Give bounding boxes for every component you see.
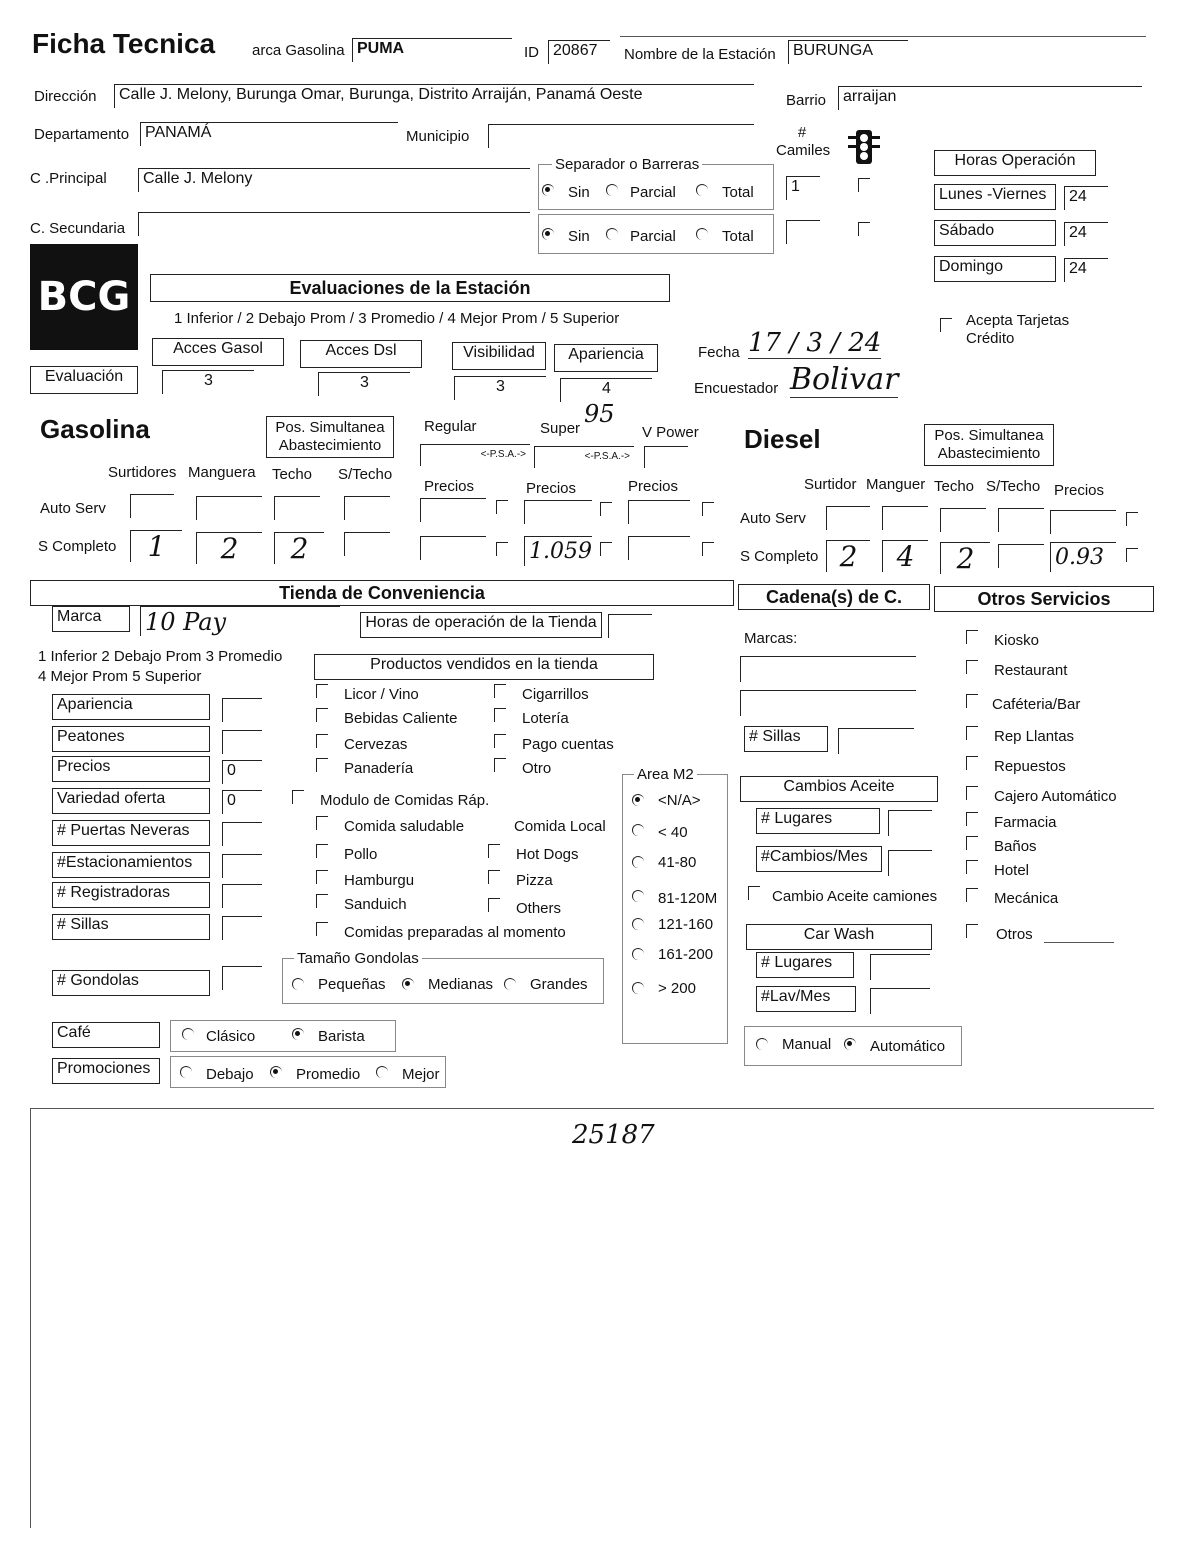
prod-pago-label: Pago cuentas: [522, 736, 614, 753]
cadena-marcas-field-1[interactable]: [740, 656, 916, 682]
gasolina-regular-label: Regular: [424, 418, 477, 435]
comida-hotdogs-check[interactable]: [488, 844, 500, 858]
tamano-grandes-radio[interactable]: [504, 978, 516, 990]
prod-cigarrillos-check[interactable]: [494, 684, 506, 698]
promo-mejor-label: Mejor: [402, 1066, 440, 1083]
area-81-120-radio[interactable]: [632, 890, 644, 902]
gasolina-sc-stecho[interactable]: [344, 532, 390, 556]
comida-pollo-check[interactable]: [316, 844, 328, 858]
diesel-sc-price[interactable]: 0.93: [1050, 542, 1116, 572]
gasolina-as-regular-price[interactable]: [420, 498, 486, 522]
gasolina-col-manguera: Manguera: [188, 464, 256, 481]
otros-otros-label: Otros: [996, 926, 1033, 943]
comida-others-check[interactable]: [488, 898, 500, 912]
tienda-precios-field[interactable]: 0: [222, 760, 262, 784]
camiles-field[interactable]: 1: [786, 176, 820, 200]
carwash-lugares-field[interactable]: [870, 954, 930, 980]
area-41-80-radio[interactable]: [632, 856, 644, 868]
gasolina-as-vpower-check[interactable]: [702, 502, 714, 516]
tienda-variedad-label: Variedad oferta: [52, 788, 210, 814]
id-label: ID: [524, 44, 539, 61]
area-161-200-radio[interactable]: [632, 948, 644, 960]
prod-otro-label: Otro: [522, 760, 552, 777]
comida-others-label: Others: [516, 900, 562, 917]
diesel-as-techo[interactable]: [940, 508, 986, 532]
gasolina-s-completo-label: S Completo: [38, 538, 117, 555]
diesel-sc-surtidor[interactable]: 2: [826, 540, 870, 572]
separador2-total-label: Total: [722, 228, 754, 245]
diesel-auto-serv-label: Auto Serv: [740, 510, 806, 527]
cambios-mes-label: #Cambios/Mes: [756, 846, 882, 872]
area-lt40-label: < 40: [658, 824, 688, 841]
gasolina-precios-super: Precios: [526, 480, 577, 497]
gasolina-sc-super-price[interactable]: 1.059: [524, 536, 592, 566]
carwash-lav-field[interactable]: [870, 988, 930, 1014]
diesel-pos-simultanea: Pos. Simultanea Abastecimiento: [924, 424, 1054, 466]
tienda-marca-label: Marca: [52, 606, 130, 632]
eval-acces-dsl-field[interactable]: 3: [318, 372, 410, 396]
tamano-pequenas-label: Pequeñas: [318, 976, 386, 993]
gasolina-as-techo[interactable]: [274, 496, 320, 520]
separador1-parcial-radio[interactable]: [606, 184, 618, 196]
gasolina-precios-regular: Precios: [424, 478, 475, 495]
fecha-field[interactable]: 17 / 3 / 24: [748, 328, 882, 358]
promo-debajo-radio[interactable]: [180, 1066, 192, 1078]
gasolina-sc-vpower-price[interactable]: [628, 536, 690, 560]
comida-pizza-check[interactable]: [488, 870, 500, 884]
eval-acces-gasol-field[interactable]: 3: [162, 370, 254, 394]
tienda-scale-2: 4 Mejor Prom 5 Superior: [38, 668, 202, 685]
gasolina-as-stecho[interactable]: [344, 496, 390, 520]
otros-repuestos-label: Repuestos: [994, 758, 1066, 775]
otros-otros-check[interactable]: [966, 924, 978, 938]
tienda-horas-label: Horas de operación de la Tienda: [360, 612, 602, 638]
gasolina-col-surtidores: Surtidores: [108, 464, 177, 481]
evaluacion-row-label: Evaluación: [30, 366, 138, 394]
gasolina-sc-techo[interactable]: 2: [274, 532, 324, 564]
diesel-col-techo: Techo: [934, 478, 975, 495]
gasolina-as-super-check[interactable]: [600, 502, 612, 516]
prod-pago-check[interactable]: [494, 734, 506, 748]
cadena-marcas-field-2[interactable]: [740, 690, 916, 716]
cafe-clasico-label: Clásico: [206, 1028, 256, 1045]
horas-sab-field[interactable]: 24: [1064, 222, 1108, 246]
gasolina-col-techo: Techo: [272, 466, 313, 483]
tienda-registradoras-label: # Registradoras: [52, 882, 210, 908]
comida-saludable-label: Comida saludable: [344, 818, 465, 835]
header-rule: [620, 36, 1146, 37]
horas-lv-field[interactable]: 24: [1064, 186, 1108, 210]
promociones-label: Promociones: [52, 1058, 160, 1084]
otros-mecanica-label: Mecánica: [994, 890, 1059, 907]
otros-kiosko-check[interactable]: [966, 630, 978, 644]
departamento-label: Departamento: [34, 126, 130, 143]
gasolina-sc-super-check[interactable]: [600, 542, 612, 556]
cadena-title: Cadena(s) de C.: [738, 584, 930, 610]
cafe-barista-label: Barista: [318, 1028, 365, 1045]
eval-visibilidad-field[interactable]: 3: [454, 376, 546, 400]
secundaria-field[interactable]: [138, 212, 530, 236]
tienda-puertas-label: # Puertas Neveras: [52, 820, 210, 846]
gasolina-as-surtidores[interactable]: [130, 494, 174, 518]
carwash-lav-label: #Lav/Mes: [756, 986, 856, 1012]
tienda-sillas-label: # Sillas: [52, 914, 210, 940]
prod-otro-check[interactable]: [494, 758, 506, 772]
promo-promedio-label: Promedio: [296, 1066, 361, 1083]
separador2-sin-label: Sin: [568, 228, 590, 245]
productos-title: Productos vendidos en la tienda: [314, 654, 654, 680]
area-81-120-label: 81-120M: [658, 890, 718, 907]
cambios-lugares-label: # Lugares: [756, 808, 880, 834]
prod-bebidas-check[interactable]: [316, 708, 328, 722]
comida-preparadas-label: Comidas preparadas al momento: [344, 924, 566, 941]
otros-banos-check[interactable]: [966, 836, 978, 850]
marca-label: arca Gasolina: [252, 42, 345, 59]
cafe-clasico-radio[interactable]: [182, 1028, 194, 1040]
promo-debajo-label: Debajo: [206, 1066, 254, 1083]
tamano-label: Tamaño Gondolas: [294, 950, 422, 967]
eval-col-apariencia: Apariencia: [554, 344, 658, 372]
diesel-as-surtidor[interactable]: [826, 506, 870, 530]
gasolina-pos-simultanea: Pos. Simultanea Abastecimiento: [266, 416, 394, 458]
camiles2-field[interactable]: [786, 220, 820, 244]
gasolina-sc-surtidores[interactable]: 1: [130, 530, 182, 562]
area-41-80-label: 41-80: [658, 854, 697, 871]
separador1-parcial-label: Parcial: [630, 184, 676, 201]
gasolina-as-manguera[interactable]: [196, 496, 262, 520]
estacion-field[interactable]: BURUNGA: [788, 40, 908, 64]
separador2-parcial-label: Parcial: [630, 228, 676, 245]
diesel-col-stecho: S/Techo: [986, 478, 1041, 495]
area-label: Area M2: [634, 766, 697, 783]
separador2-parcial-radio[interactable]: [606, 228, 618, 240]
traffic-light-icon: [846, 128, 882, 168]
prod-licor-check[interactable]: [316, 684, 328, 698]
gasolina-auto-serv-label: Auto Serv: [40, 500, 106, 517]
eval-apariencia-field[interactable]: 4: [560, 378, 652, 402]
area-161-200-label: 161-200: [658, 946, 714, 963]
diesel-sc-stecho[interactable]: [998, 544, 1044, 568]
gasolina-precios-vpower: Precios: [628, 478, 679, 495]
direccion-label: Dirección: [34, 88, 97, 105]
municipio-label: Municipio: [406, 128, 470, 145]
carwash-manual-label: Manual: [782, 1036, 832, 1053]
prod-licor-label: Licor / Vino: [344, 686, 419, 703]
prod-panaderia-label: Panadería: [344, 760, 414, 777]
page-title: Ficha Tecnica: [32, 28, 216, 59]
tienda-peatones-label: Peatones: [52, 726, 210, 752]
acepta-tarjetas-check[interactable]: [940, 318, 952, 332]
tienda-apariencia-label: Apariencia: [52, 694, 210, 720]
area-gt200-label: > 200: [658, 980, 696, 997]
otros-hotel-label: Hotel: [994, 862, 1030, 879]
fecha-label: Fecha: [698, 344, 740, 361]
otros-otros-line[interactable]: [1044, 942, 1114, 943]
prod-cigarrillos-label: Cigarrillos: [522, 686, 589, 703]
separador2-total-radio[interactable]: [696, 228, 708, 240]
cambio-camiones-check[interactable]: [748, 886, 760, 900]
area-na-radio[interactable]: [632, 794, 644, 806]
cadena-sillas-field[interactable]: [838, 728, 914, 754]
otros-cajero-label: Cajero Automático: [994, 788, 1117, 805]
diesel-sc-check[interactable]: [1126, 548, 1138, 562]
separador1-total-radio[interactable]: [696, 184, 708, 196]
gasolina-sc-manguera[interactable]: 2: [196, 532, 262, 564]
prod-panaderia-check[interactable]: [316, 758, 328, 772]
tienda-sillas-field[interactable]: [222, 916, 262, 940]
separador1-sin-label: Sin: [568, 184, 590, 201]
principal-field[interactable]: Calle J. Melony: [138, 168, 530, 192]
otros-repuestos-check[interactable]: [966, 756, 978, 770]
gasolina-as-regular-check[interactable]: [496, 500, 508, 514]
otros-cafeteria-check[interactable]: [966, 694, 978, 708]
tienda-variedad-field[interactable]: 0: [222, 790, 262, 814]
principal-label: C .Principal: [30, 170, 107, 187]
comida-hotdogs-label: Hot Dogs: [516, 846, 579, 863]
carwash-manual-radio[interactable]: [756, 1038, 768, 1050]
cafe-label: Café: [52, 1022, 160, 1048]
tienda-precios-label: Precios: [52, 756, 210, 782]
comida-pizza-label: Pizza: [516, 872, 553, 889]
cambios-aceite-title: Cambios Aceite: [740, 776, 938, 802]
area-na-label: <N/A>: [658, 792, 701, 809]
comida-hamburgu-label: Hamburgu: [344, 872, 415, 889]
cambios-mes-field[interactable]: [888, 850, 932, 876]
tienda-gondolas-field[interactable]: [222, 966, 262, 990]
diesel-sc-manguer[interactable]: 4: [882, 540, 928, 572]
separador1-sin-radio[interactable]: [542, 184, 554, 196]
diesel-col-surtidor: Surtidor: [804, 476, 857, 493]
tamano-medianas-radio[interactable]: [402, 978, 414, 990]
marca-field[interactable]: PUMA: [352, 38, 512, 62]
gasolina-super-label: Super: [540, 420, 581, 437]
diesel-as-check[interactable]: [1126, 512, 1138, 526]
prod-loteria-label: Lotería: [522, 710, 569, 727]
area-gt200-radio[interactable]: [632, 982, 644, 994]
prod-loteria-check[interactable]: [494, 708, 506, 722]
id-field[interactable]: 20867: [548, 40, 610, 64]
horas-lv-label: Lunes -Viernes: [934, 184, 1056, 210]
gasolina-vpower-label: V Power: [642, 424, 699, 441]
cadena-sillas-label: # Sillas: [744, 726, 828, 752]
comida-preparadas-check[interactable]: [316, 922, 328, 936]
barrio-field[interactable]: arraijan: [838, 86, 1142, 110]
tienda-horas-field[interactable]: [608, 614, 652, 638]
tienda-gondolas-label: # Gondolas: [52, 970, 210, 996]
tienda-scale-1: 1 Inferior 2 Debajo Prom 3 Promedio: [38, 648, 283, 665]
comida-sanduich-label: Sanduich: [344, 896, 407, 913]
acepta-tarjetas-label: Acepta Tarjetas Crédito: [966, 312, 1070, 347]
diesel-title: Diesel: [744, 424, 821, 454]
area-121-160-radio[interactable]: [632, 918, 644, 930]
diesel-sc-techo[interactable]: 2: [940, 542, 990, 574]
modulo-comidas-check[interactable]: [292, 790, 304, 804]
separador-label: Separador o Barreras: [552, 156, 702, 173]
diesel-as-stecho[interactable]: [998, 508, 1044, 532]
notes-hand-number: 25187: [572, 1120, 655, 1150]
carwash-automatico-radio[interactable]: [844, 1038, 856, 1050]
camiles-label: # Camiles: [776, 124, 831, 159]
eval-col-acces-dsl: Acces Dsl: [300, 340, 422, 368]
horas-dom-label: Domingo: [934, 256, 1056, 282]
comida-local-label: Comida Local: [514, 818, 606, 835]
prod-cervezas-label: Cervezas: [344, 736, 408, 753]
otros-restaurant-check[interactable]: [966, 660, 978, 674]
otros-kiosko-label: Kiosko: [994, 632, 1040, 649]
carwash-title: Car Wash: [746, 924, 932, 950]
gasolina-as-vpower-price[interactable]: [628, 500, 690, 524]
otros-cafeteria-label: Caféteria/Bar: [992, 696, 1081, 713]
horas-title: Horas Operación: [934, 150, 1096, 176]
gasolina-super-psa[interactable]: <-P.S.A.->: [534, 446, 634, 468]
prod-bebidas-label: Bebidas Caliente: [344, 710, 458, 727]
separador2-sin-radio[interactable]: [542, 228, 554, 240]
otros-farmacia-check[interactable]: [966, 812, 978, 826]
diesel-col-manguer: Manguer: [866, 476, 926, 493]
tienda-estacionamientos-field[interactable]: [222, 854, 262, 878]
otros-title: Otros Servicios: [934, 586, 1154, 612]
gasolina-super-hand: 95: [584, 400, 615, 428]
promo-mejor-radio[interactable]: [376, 1066, 388, 1078]
tienda-apariencia-field[interactable]: [222, 698, 262, 722]
tienda-title: Tienda de Conveniencia: [30, 580, 734, 606]
diesel-s-completo-label: S Completo: [740, 548, 819, 565]
separador1-total-label: Total: [722, 184, 754, 201]
modulo-comidas-label: Modulo de Comidas Ráp.: [320, 792, 490, 809]
comida-pollo-label: Pollo: [344, 846, 378, 863]
evaluaciones-scale: 1 Inferior / 2 Debajo Prom / 3 Promedio / 4 Mejor Prom / 5 Superior: [174, 310, 620, 327]
otros-hotel-check[interactable]: [966, 860, 978, 874]
encuestador-field[interactable]: Bolivar: [790, 362, 899, 397]
diesel-col-precios: Precios: [1054, 482, 1105, 499]
otros-restaurant-label: Restaurant: [994, 662, 1068, 679]
horas-dom-field[interactable]: 24: [1064, 258, 1108, 282]
tienda-puertas-field[interactable]: [222, 822, 262, 846]
gasolina-title: Gasolina: [40, 414, 150, 444]
otros-cajero-check[interactable]: [966, 786, 978, 800]
cafe-barista-radio[interactable]: [292, 1028, 304, 1040]
tienda-marca-field[interactable]: 10 Pay: [140, 606, 340, 636]
estacion-label: Nombre de la Estación: [624, 46, 776, 63]
horas-sab-label: Sábado: [934, 220, 1056, 246]
area-lt40-radio[interactable]: [632, 824, 644, 836]
tamano-grandes-label: Grandes: [530, 976, 588, 993]
camiles2-check[interactable]: [858, 222, 870, 236]
prod-cervezas-check[interactable]: [316, 734, 328, 748]
otros-llantas-check[interactable]: [966, 726, 978, 740]
area-121-160-label: 121-160: [658, 916, 714, 933]
bcg-logo: BCG: [30, 244, 138, 350]
notes-area[interactable]: [30, 1108, 1154, 1528]
direccion-field[interactable]: Calle J. Melony, Burunga Omar, Burunga, Distrito Arraiján, Panamá Oeste: [114, 84, 754, 108]
cambio-camiones-label: Cambio Aceite camiones: [772, 888, 938, 905]
gasolina-regular-psa[interactable]: <-P.S.A.->: [420, 444, 530, 466]
gasolina-as-super-price[interactable]: [524, 500, 592, 524]
otros-mecanica-check[interactable]: [966, 888, 978, 902]
departamento-field[interactable]: PANAMÁ: [140, 122, 398, 146]
area-group: [622, 774, 728, 1044]
tienda-peatones-field[interactable]: [222, 730, 262, 754]
comida-sanduich-check[interactable]: [316, 894, 328, 908]
secundaria-label: C. Secundaria: [30, 220, 126, 237]
comida-hamburgu-check[interactable]: [316, 870, 328, 884]
promo-promedio-radio[interactable]: [270, 1066, 282, 1078]
encuestador-label: Encuestador: [694, 380, 779, 397]
gasolina-vpower-psa[interactable]: [644, 446, 688, 468]
carwash-automatico-label: Automático: [870, 1038, 946, 1055]
carwash-lugares-label: # Lugares: [756, 952, 854, 978]
eval-col-visibilidad: Visibilidad: [452, 342, 546, 370]
tamano-medianas-label: Medianas: [428, 976, 494, 993]
otros-farmacia-label: Farmacia: [994, 814, 1057, 831]
diesel-as-manguer[interactable]: [882, 506, 928, 530]
tienda-estacionamientos-label: #Estacionamientos: [52, 852, 210, 878]
municipio-field[interactable]: [488, 124, 754, 148]
otros-llantas-label: Rep Llantas: [994, 728, 1075, 745]
comida-saludable-check[interactable]: [316, 816, 328, 830]
cadena-marcas-label: Marcas:: [744, 630, 798, 647]
gasolina-col-stecho: S/Techo: [338, 466, 393, 483]
gasolina-sc-regular-price[interactable]: [420, 536, 486, 560]
tienda-registradoras-field[interactable]: [222, 884, 262, 908]
cambios-lugares-field[interactable]: [888, 810, 932, 836]
gasolina-sc-vpower-check[interactable]: [702, 542, 714, 556]
otros-banos-label: Baños: [994, 838, 1037, 855]
gasolina-sc-regular-check[interactable]: [496, 542, 508, 556]
diesel-as-price[interactable]: [1050, 510, 1116, 534]
tamano-pequenas-radio[interactable]: [292, 978, 304, 990]
eval-col-acces-gasol: Acces Gasol: [152, 338, 284, 366]
evaluaciones-title: Evaluaciones de la Estación: [150, 274, 670, 302]
barrio-label: Barrio: [786, 92, 827, 109]
camiles-check[interactable]: [858, 178, 870, 192]
